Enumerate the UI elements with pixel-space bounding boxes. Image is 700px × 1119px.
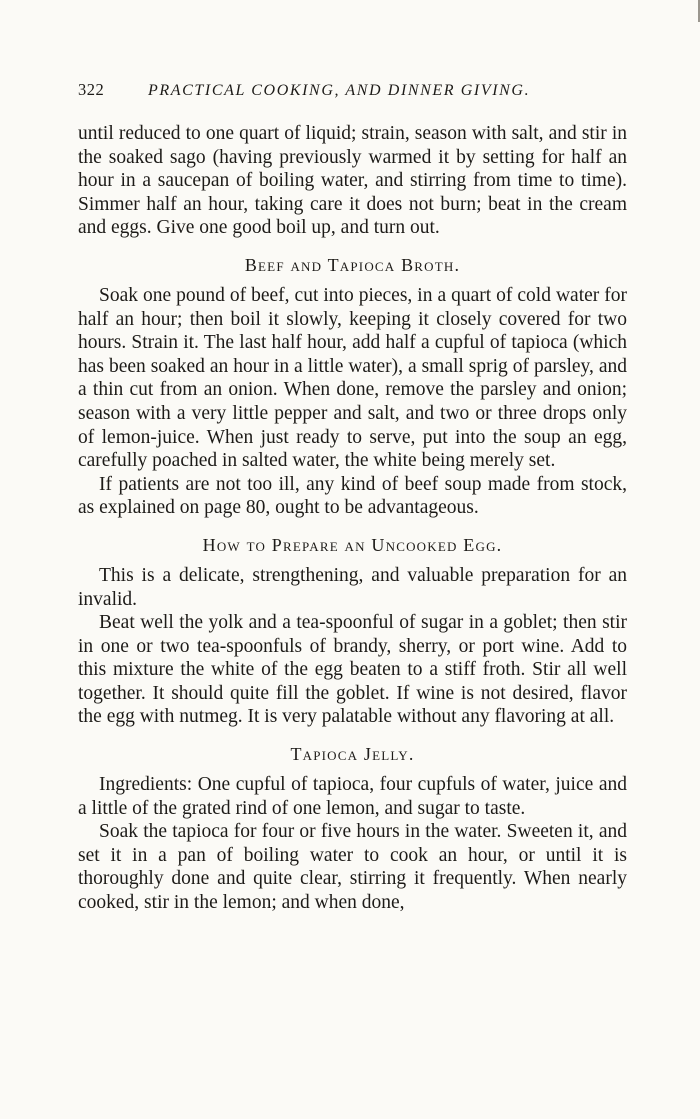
paragraph: If patients are not too ill, any kind of beef soup made from stock, as explained on page 80, ought to be advantageous.: [78, 473, 627, 519]
paragraph: Beat well the yolk and a tea-spoonful of sugar in a goblet; then stir in one or two tea-spoonfuls of brandy, sherry, or port wine. Add to this mixture the white of the egg beaten to a stiff froth. Stir all well together. It should quite fill the goblet. If wine is not desired, flavor the egg with nutmeg. It is very palatable without any flavoring at all.: [78, 612, 627, 728]
section-heading-beef-tapioca-broth: Beef and Tapioca Broth.: [244, 254, 461, 275]
page-number: 322: [78, 80, 105, 99]
paragraph: Soak one pound of beef, cut into pieces, in a quart of cold water for half an hour; then boil it slowly, keeping it closely covered for two hours. Strain it. The last half hour, add half a cupful of tapioca (which has been soaked an hour in a little water), a small sprig of parsley, and a thin cut from an onion. When done, remove the parsley and onion; season with a very little pepper and salt, and two or three drops only of lemon-juice. When just ready to serve, put into the soup an egg, carefully poached in salted water, the white being merely set.: [78, 284, 627, 472]
continued-paragraph: until reduced to one quart of liquid; strain, season with salt, and stir in the soaked sago (having previously warmed it by setting for half an hour in a saucepan of boiling water, and stirring from time to time). Simmer half an hour, taking care it does not burn; beat in the cream and eggs. Give one good boil up, and turn out.: [78, 123, 627, 239]
page-content: [78, 122, 627, 915]
section-heading-tapioca-jelly: Tapioca Jelly.: [290, 744, 415, 765]
paragraph: Soak the tapioca for four or five hours in the water. Sweeten it, and set it in a pan of boiling water to cook an hour, or until it is thoroughly done and quite clear, stirring it frequently. When nearly cooked, stir in the lemon; and when done,: [78, 821, 627, 914]
paragraph: Ingredients: One cupful of tapioca, four cupfuls of water, juice and a little of the grated rind of one lemon, and sugar to taste.: [78, 774, 627, 819]
section-heading-uncooked-egg: How to Prepare an Uncooked Egg.: [202, 534, 503, 555]
paragraph: This is a delicate, strengthening, and valuable preparation for an invalid.: [78, 564, 627, 610]
running-head: PRACTICAL COOKING, AND DINNER GIVING.: [148, 82, 531, 99]
page-header: [78, 80, 627, 100]
